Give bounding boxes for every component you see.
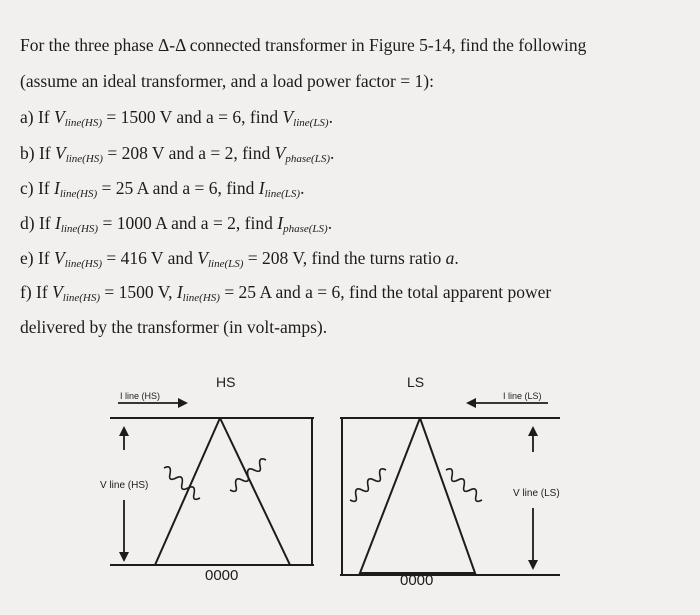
- q-d-prefix: d) If: [20, 213, 55, 233]
- q-b-sub1: line(HS): [65, 153, 103, 165]
- q-e-tail: .: [454, 248, 459, 268]
- q-e-end: = 208 V, find the turns ratio: [243, 248, 446, 268]
- q-d-var2: I: [277, 213, 284, 233]
- q-a-var1: V: [54, 107, 65, 127]
- q-c-var2: I: [258, 178, 265, 198]
- intro-line-1: For the three phase Δ-Δ connected transformer in Figure 5-14, find the following: [20, 35, 587, 55]
- q-a-end: .: [328, 107, 333, 127]
- q-d-sub2: phase(LS): [283, 223, 328, 235]
- q-b-var1: V: [54, 143, 66, 163]
- q-b-var2: V: [274, 143, 286, 163]
- q-e-var1: V: [54, 248, 65, 268]
- q-f-mid: = 1500 V,: [100, 282, 177, 302]
- q-a-sub2: line(LS): [293, 117, 329, 129]
- q-d-var1: I: [54, 213, 61, 233]
- q-b-mid: = 208 V and a = 2, find: [102, 143, 275, 163]
- q-f-prefix: f) If: [20, 282, 53, 302]
- q-c-end: .: [300, 178, 305, 198]
- q-e-mid: = 416 V and: [101, 248, 198, 268]
- ls-label: LS: [407, 374, 425, 390]
- hs-coils: [164, 459, 266, 499]
- hs-bottom-coil: 0000: [205, 567, 239, 584]
- hs-label: HS: [216, 374, 236, 390]
- q-e-sub1: line(HS): [64, 258, 102, 270]
- ls-coils: [350, 469, 482, 501]
- q-d-mid: = 1000 A and a = 2, find: [98, 213, 278, 233]
- q-b-end: .: [329, 143, 335, 163]
- v-line-ls-label: V line (LS): [513, 488, 560, 499]
- q-e-sub2: line(LS): [207, 258, 244, 270]
- q-f-end: = 25 A and a = 6, find the total apparent power: [219, 282, 552, 302]
- q-c-mid: = 25 A and a = 6, find: [97, 178, 259, 198]
- q-d-sub1: line(HS): [60, 223, 99, 235]
- question-f-line-2: delivered by the transformer (in volt-amps).: [20, 317, 328, 337]
- i-line-ls-label: I line (LS): [503, 391, 542, 401]
- intro-line-2: (assume an ideal transformer, and a load power factor = 1):: [20, 71, 434, 91]
- q-e-var2: V: [197, 248, 208, 268]
- q-b-prefix: b) If: [20, 143, 55, 163]
- i-line-hs-label: I line (HS): [120, 391, 161, 401]
- q-c-var1: I: [54, 178, 60, 198]
- q-f-var1: V: [52, 282, 63, 302]
- q-a-sub1: line(HS): [64, 117, 102, 129]
- q-b-sub2: phase(LS): [285, 153, 330, 165]
- q-d-end: .: [327, 213, 333, 233]
- q-a-mid: = 1500 V and a = 6, find: [101, 107, 283, 127]
- q-f-sub1: line(HS): [62, 292, 101, 304]
- v-line-hs-label: V line (HS): [100, 480, 149, 491]
- q-c-sub2: line(LS): [264, 188, 301, 200]
- q-c-prefix: c) If: [20, 178, 55, 198]
- ls-bottom-coil: 0000: [400, 572, 434, 589]
- q-e-prefix: e) If: [20, 248, 55, 268]
- q-a-var2: V: [282, 107, 294, 127]
- q-a-prefix: a) If: [20, 107, 55, 127]
- q-f-sub2: line(HS): [182, 292, 220, 304]
- q-c-sub1: line(HS): [59, 188, 98, 200]
- hs-wiring: [110, 418, 314, 565]
- q-f-var2: I: [176, 282, 183, 302]
- q-e-turns-var: a: [445, 248, 455, 268]
